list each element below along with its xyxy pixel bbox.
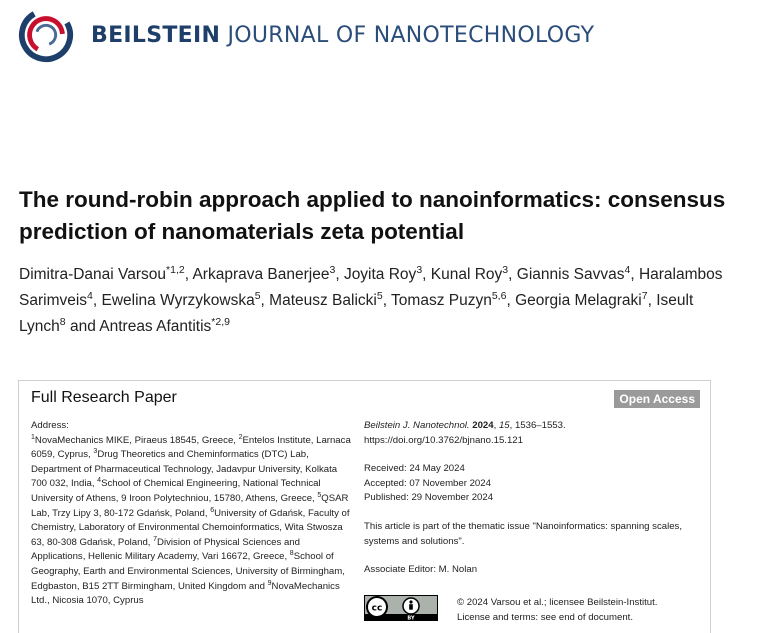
author: Georgia Melagraki <box>515 292 642 309</box>
author-affiliation-marker: 5 <box>376 290 383 302</box>
received-date: Received: 24 May 2024 <box>364 463 465 475</box>
affiliation-text: School of Chemical Engineering, National Technical University of Athens, 9 Iroon Polytechniou, 15780, Athens, Greece, <box>31 478 321 504</box>
affiliation-text: Entelos Institute, Larnaca 6059, Cyprus, <box>31 434 351 461</box>
author-affiliation-marker: *2,9 <box>211 316 230 328</box>
affiliation-number: 6 <box>210 506 215 514</box>
license-terms: License and terms: see end of document. <box>457 612 633 623</box>
author: Iseult Lynch <box>19 292 694 335</box>
author: Tomasz Puzyn <box>391 292 492 309</box>
author: Haralambos Sarimveis <box>19 266 723 309</box>
author-affiliation-marker: 3 <box>502 264 509 276</box>
open-access-badge: Open Access <box>614 390 700 408</box>
author: Antreas Afantitis <box>99 318 212 335</box>
affiliation-number: 9 <box>267 579 272 587</box>
doi-link[interactable]: https://doi.org/10.3762/bjnano.15.121 <box>364 434 523 446</box>
license-row <box>364 595 657 625</box>
copyright-notice: © 2024 Varsou et al.; licensee Beilstein-Institut. <box>457 597 658 608</box>
author-affiliation-marker: 4 <box>624 264 631 276</box>
affiliation-text: Drug Theoretics and Cheminformatics (DTC) Lab, Department of Pharmaceutical Technology, Jadavpur University, Kolkata 700 032, India, <box>31 449 338 490</box>
affiliation-text: NovaMechanics Ltd., Nicosia 1070, Cyprus <box>31 580 340 607</box>
svg-text:cc: cc <box>371 603 383 614</box>
address-label: Address: <box>31 420 69 431</box>
author-affiliation-marker: 5 <box>254 290 261 302</box>
affiliation-number: 7 <box>153 535 158 543</box>
journal-logo-icon <box>17 6 75 64</box>
author-affiliation-marker: 7 <box>641 290 648 302</box>
author: Joyita Roy <box>343 266 417 283</box>
cc-badge-text: BY <box>407 615 415 621</box>
address-block <box>31 419 351 609</box>
article-info-box <box>18 380 711 633</box>
citation-block <box>364 419 699 578</box>
author: Kunal Roy <box>430 266 503 283</box>
affiliation-number: 4 <box>97 477 102 485</box>
affiliations <box>31 434 351 609</box>
accepted-date: Accepted: 07 November 2024 <box>364 477 491 489</box>
author: Mateusz Balicki <box>269 292 377 309</box>
author-affiliation-marker: *1,2 <box>166 264 185 276</box>
thematic-issue-note: This article is part of the thematic issue "Nanoinformatics: spanning scales, systems and solutions". <box>364 520 683 547</box>
author: Ewelina Wyrzykowska <box>101 292 255 309</box>
citation: Beilstein J. Nanotechnol. 2024, 15, 1536–1553. <box>364 420 566 431</box>
affiliation-number: 5 <box>317 491 322 499</box>
associate-editor: Associate Editor: M. Nolan <box>364 564 478 576</box>
article-type: Full Research Paper <box>31 389 177 406</box>
author-affiliation-marker: 5,6 <box>491 290 507 302</box>
affiliation-text: University of Gdańsk, Faculty of Chemistry, Laboratory of Environmental Chemoinformatics, Wita Stwosza 63, 80-308 Gdańsk, Poland, <box>31 507 350 548</box>
published-date: Published: 29 November 2024 <box>364 492 494 504</box>
paper-title: The round-robin approach applied to nanoinformatics: consensus prediction of nanomaterials zeta potential <box>19 187 726 244</box>
author-affiliation-marker: 4 <box>87 290 93 302</box>
affiliation-text: School of Geography, Earth and Environmental Sciences, University of Birmingham, Edgbaston, B15 2TT Birmingham, United Kingdom and <box>31 551 345 592</box>
affiliation-number: 2 <box>238 433 243 441</box>
affiliation-text: Division of Physical Sciences and Applications, Hellenic Military Academy, Vari 16672, Greece, <box>31 536 300 563</box>
affiliation-number: 8 <box>289 550 294 558</box>
author-affiliation-marker: 3 <box>416 264 423 276</box>
author: Dimitra-Danai Varsou <box>19 266 167 283</box>
cc-by-license-icon[interactable] <box>364 595 438 621</box>
author: Arkaprava Banerjee <box>192 266 330 283</box>
author-affiliation-marker: 3 <box>329 264 336 276</box>
journal-name: BEILSTEIN JOURNAL OF NANOTECHNOLOGY <box>91 22 595 48</box>
author-list: Dimitra-Danai Varsou$^{*1,2}$, Arkaprava Banerjee$^3$, Joyita Roy$^3$, Kunal Roy$^3$, Giannis Savvas$^4$, Haralambos Sarimveis$^4$, Ewelina Wyrzykowska$^5$, Mateusz Balicki$^5$, Tomasz Puzyn$^{5,6}$, Georgia Melagraki$^7$, Iseult Lynch$^8$ and Antreas Afantitis$^{*2,9}$ <box>19 264 723 335</box>
affiliation-text: QSAR Lab, Trzy Lipy 3, 80-172 Gdańsk, Poland, <box>31 492 349 519</box>
author: Giannis Savvas <box>516 266 625 283</box>
affiliation-number: 3 <box>93 448 98 456</box>
affiliation-number: 1 <box>31 433 35 441</box>
affiliation-text: NovaMechanics MIKE, Piraeus 18545, Greece, <box>34 434 239 446</box>
journal-header <box>17 7 594 63</box>
author-affiliation-marker: 8 <box>59 316 66 328</box>
